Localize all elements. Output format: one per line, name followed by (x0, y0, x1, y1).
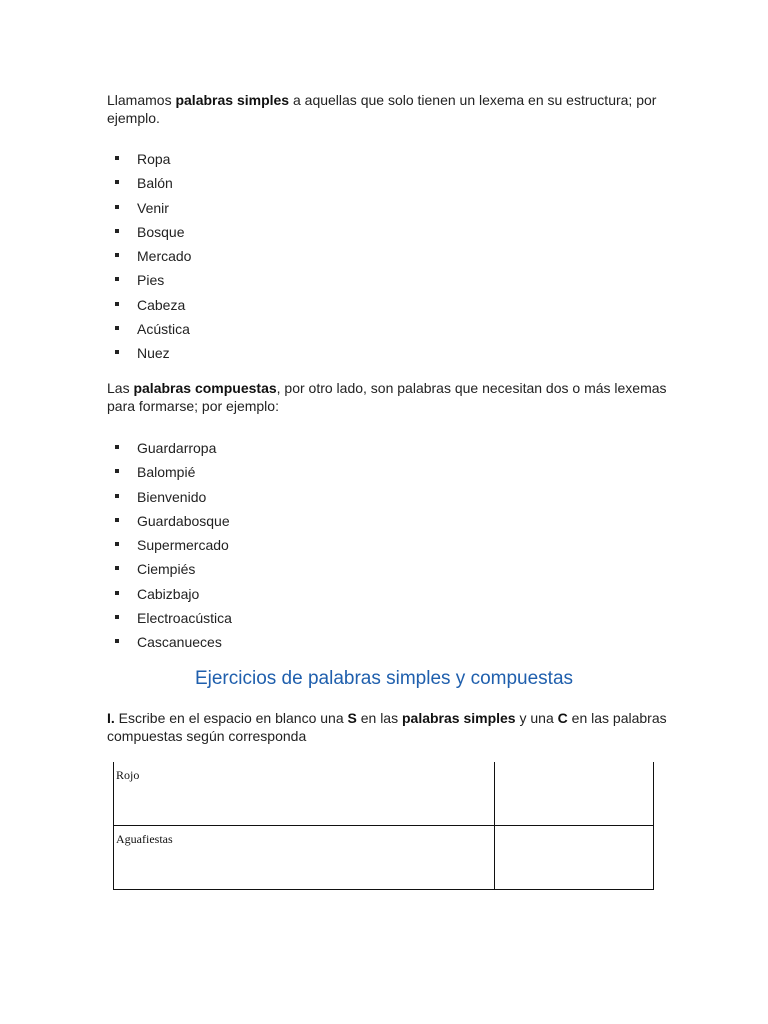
intro-simple-after: a aquellas que solo tienen un lexema en su estructura; por ejemplo. (107, 92, 657, 126)
list-item (0, 150, 191, 174)
list-item-label: Mercado (137, 248, 192, 265)
list-item (0, 223, 191, 247)
bullet-icon (115, 615, 119, 619)
list-item-label: Cascanueces (137, 634, 222, 651)
list-item (0, 199, 191, 223)
bullet-icon (115, 229, 119, 233)
compound-words-intro (107, 379, 667, 415)
list-item-label: Ciempiés (137, 561, 196, 578)
list-item (0, 633, 232, 657)
list-item-label: Ropa (137, 151, 171, 167)
instruction-text-1: Escribe en el espacio en blanco una (114, 710, 348, 726)
list-item-label: Guardarropa (137, 440, 217, 456)
bullet-icon (115, 445, 119, 449)
simple-words-list (0, 150, 191, 369)
exercise-word-cell: Rojo (114, 762, 495, 826)
exercises-heading: Ejercicios de palabras simples y compuestas (194, 668, 574, 689)
list-item-label: Supermercado (137, 537, 229, 554)
list-item-label: Cabeza (137, 296, 186, 313)
answer-blank-cell[interactable] (495, 826, 654, 890)
intro-compound-before: Las (107, 380, 134, 396)
list-item (0, 344, 191, 368)
bullet-icon (115, 494, 119, 498)
instruction-c-letter: C (557, 710, 568, 726)
instruction-text-3: y una (515, 710, 558, 726)
bullet-icon (115, 639, 119, 643)
list-item-label: Guardabosque (137, 512, 230, 529)
intro-simple-before: Llamamos (107, 92, 176, 108)
list-item (0, 536, 232, 560)
instruction-text-4: en las palabras compuestas según corresponda (107, 710, 667, 744)
list-item-label: Nuez (137, 345, 170, 362)
bullet-icon (115, 277, 119, 281)
list-item (0, 488, 232, 512)
intro-compound-after: , por otro lado, son palabras que necesitan dos o más lexemas para formarse; por ejemplo: (107, 380, 667, 414)
list-item (0, 609, 232, 633)
simple-words-intro (107, 91, 667, 127)
exercise-word-cell: Aguafiestas (114, 826, 495, 890)
intro-compound-bold: palabras compuestas (133, 380, 277, 396)
list-item (0, 174, 191, 198)
exercise-instruction (107, 709, 667, 745)
list-item-label: Venir (137, 199, 169, 216)
list-item (0, 320, 191, 344)
list-item (0, 463, 232, 487)
answer-blank-cell[interactable] (495, 762, 654, 826)
list-item (0, 439, 232, 463)
bullet-icon (115, 205, 119, 209)
bullet-icon (115, 591, 119, 595)
bullet-icon (115, 302, 119, 306)
bullet-icon (115, 326, 119, 330)
bullet-icon (115, 253, 119, 257)
bullet-icon (115, 566, 119, 570)
bullet-icon (115, 180, 119, 184)
list-item-label: Bienvenido (137, 488, 207, 505)
instruction-bold-simple: palabras simples (401, 710, 516, 726)
instruction-number: I. (107, 710, 115, 726)
bullet-icon (115, 542, 119, 546)
instruction-text-2: en las (356, 710, 402, 726)
bullet-icon (115, 350, 119, 354)
list-item-label: Pies (137, 272, 165, 289)
list-item-label: Bosque (137, 223, 185, 240)
list-item (0, 271, 191, 295)
bullet-icon (115, 518, 119, 522)
list-item (0, 512, 232, 536)
bullet-icon (115, 469, 119, 473)
intro-simple-bold: palabras simples (175, 92, 290, 108)
list-item (0, 247, 191, 271)
table-row (114, 762, 654, 826)
list-item-label: Balompié (137, 464, 196, 481)
list-item-label: Electroacústica (137, 610, 232, 627)
bullet-icon (115, 156, 119, 160)
list-item-label: Acústica (137, 321, 190, 338)
list-item-label: Balón (137, 175, 173, 192)
list-item-label: Cabizbajo (137, 585, 200, 602)
exercise-table (113, 762, 654, 890)
list-item (0, 296, 191, 320)
list-item (0, 560, 232, 584)
instruction-s-letter: S (347, 710, 357, 726)
list-item (0, 585, 232, 609)
table-row (114, 826, 654, 890)
compound-words-list (0, 439, 232, 658)
